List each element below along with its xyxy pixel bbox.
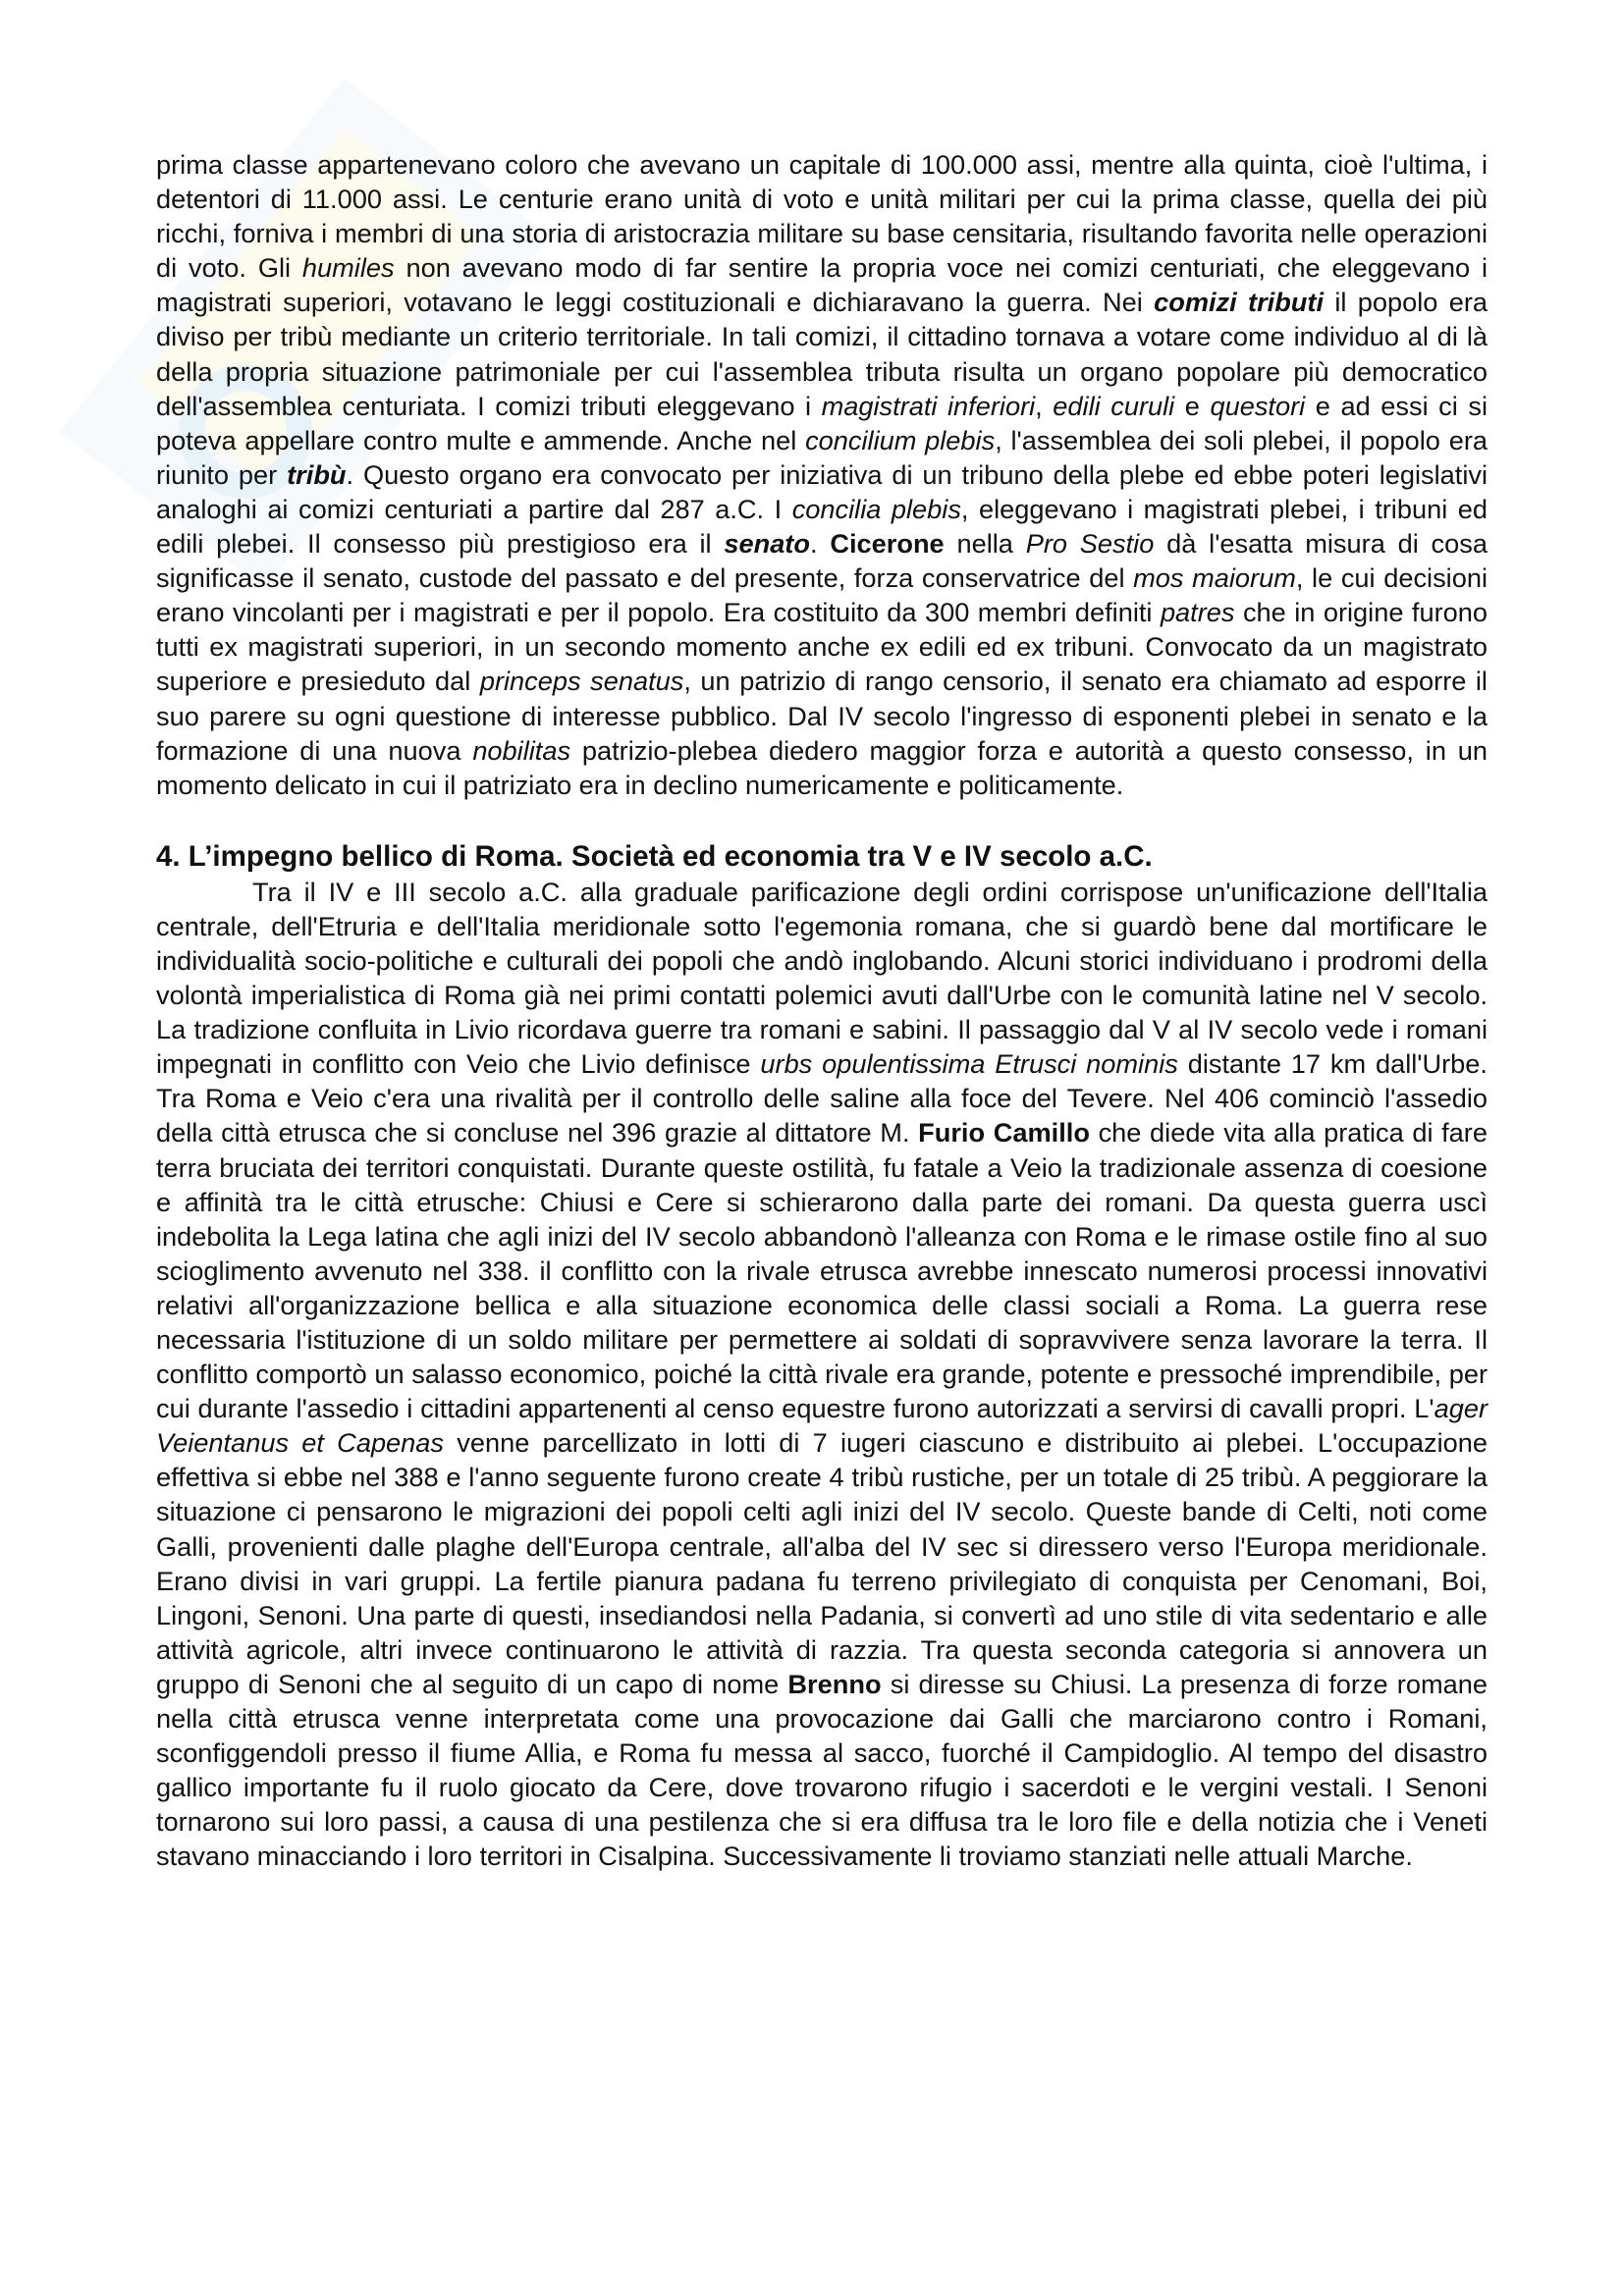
text-run: non avevano modo di far sentire la propria voce nei comizi centuriati, che eleggevano i magistrati superiori, votavano le leggi costituzionali e dichiaravano la guerra. Nei [156,252,1488,318]
emphasized-term: ager Veientanus et Capenas [156,1393,1488,1459]
text-run: , un patrizio di rango censorio, il senato era chiamato ad esporre il suo parere su ogni questione di interesse pubblico. Dal IV secolo l'ingresso di esponenti plebei in senato e la formazione di una nuova [156,666,1488,766]
emphasized-term: edili curuli [1053,390,1175,421]
section-heading: 4. L’impegno bellico di Roma. Società ed economia tra V e IV secolo a.C. [156,839,1153,873]
text-run: che diede vita alla pratica di fare terra bruciata dei territori conquistati. Durante queste ostilità, fu fatale a Veio la tradizionale assenza di coesione e affinità tra le città etrusche: Chiusi e Cere si schierarono dalla parte dei romani. Da questa guerra uscì indebolita la Lega latina che agli inizi del IV secolo abbandonò l'alleanza con Roma e le rimase ostile fino al suo scioglimento avvenuto nel 338. il conflitto con la rivale etrusca avrebbe innescato numerosi processi innovativi relativi all'organizzazione bellica e alla situazione economica delle classi sociali a Roma. La guerra rese necessaria l'istituzione di un soldo militare per permettere ai soldati di sopravvivere senza lavorare la terra. Il conflitto comportò un salasso economico, poiché la città rivale era grande, potente e pressoché imprendibile, per cui durante l'assedio i cittadini appartenenti al censo equestre furono autorizzati a servirsi di cavalli propri. L' [156,1117,1488,1424]
text-run: il popolo era diviso per tribù mediante un criterio territoriale. In tali comizi, il cittadino tornava a votare come individuo al di là della propria situazione patrimoniale per cui l'assemblea tributa risulta un organo popolare più democratico dell'assemblea centuriata. I comizi tributi eleggevano i [156,287,1488,421]
text-run: patrizio-plebea diedero maggior forza e autorità a questo consesso, in un momento delicato in cui il patriziato era in declino numericamente e politicamente. [156,734,1488,800]
section1-paragraph [156,147,1488,802]
emphasized-term: Furio Camillo [918,1117,1090,1148]
text-run: distante 17 km dall'Urbe. Tra Roma e Veio c'era una rivalità per il controllo delle saline alla foce del Tevere. Nel 406 cominciò l'assedio della città etrusca che si concluse nel 396 grazie al dittatore M. [156,1048,1488,1148]
emphasized-term: nobilitas [472,734,571,766]
emphasized-term: urbs opulentissima Etrusci nominis [760,1048,1178,1080]
emphasized-term: Pro Sestio [1025,528,1155,560]
text-run: , [1035,390,1054,421]
text-run: dà l'esatta misura di cosa significasse il senato, custode del passato e del presente, forza conservatrice del [156,528,1488,594]
text-run: che in origine furono tutti ex magistrati superiori, in un secondo momento anche ex edili ed ex tribuni. Convocato da un magistrato superiore e presieduto dal [156,597,1488,697]
emphasized-term: senato [724,528,810,560]
document-page [156,147,1488,1874]
emphasized-term: princeps senatus [479,666,684,697]
emphasized-term: Brenno [787,1668,882,1699]
emphasized-term: Cicerone [830,528,945,560]
emphasized-term: concilium plebis [805,424,996,455]
section2-paragraph [156,875,1488,1874]
text-run: prima classe appartenevano coloro che avevano un capitale di 100.000 assi, mentre alla quinta, cioè l'ultima, i detentori di 11.000 assi. Le centurie erano unità di voto e unità militari per cui la prima classe, quella dei più ricchi, forniva i membri di una storia di aristocrazia militare su base censitaria, risultando favorita nelle operazioni di voto. Gli [156,149,1488,284]
emphasized-term: questori [1210,390,1306,421]
text-run: , eleggevano i magistrati plebei, i tribuni ed edili plebei. Il consesso più prestigioso era il [156,493,1488,560]
text-run: , l'assemblea dei soli plebei, il popolo era riunito per [156,424,1488,490]
text-run: . Questo organo era convocato per iniziativa di un tribuno della plebe ed ebbe poteri legislativi analoghi ai comizi centuriati a partire dal 287 a.C. I [156,458,1488,524]
text-run: . [809,528,831,560]
emphasized-term: patres [1160,597,1235,628]
text-run: nella [944,528,1026,560]
emphasized-term: tribù [287,458,347,490]
text-run: e [1174,390,1211,421]
section-spacer [156,802,1488,839]
emphasized-term: magistrati inferiori [821,390,1036,421]
text-run: Tra il IV e III secolo a.C. alla graduale parificazione degli ordini corrispose un'unificazione dell'Italia centrale, dell'Etruria e dell'Italia meridionale sotto l'egemonia romana, che si guardò bene dal mortificare le individualità socio-politiche e culturali dei popoli che andò inglobando. Alcuni storici individuano i prodromi della volontà imperialistica di Roma già nei primi contatti polemici avuti dall'Urbe con le comunità latine nel V secolo. La tradizione confluita in Livio ricordava guerre tra romani e sabini. Il passaggio dal V al IV secolo vede i romani impegnati in conflitto con Veio che Livio definisce [156,876,1488,1080]
emphasized-term: humiles [301,252,395,284]
text-run: e ad essi ci si poteva appellare contro multe e ammende. Anche nel [156,390,1488,455]
text-run: , le cui decisioni erano vincolanti per i magistrati e per il popolo. Era costituito da 300 membri definiti [156,562,1488,628]
text-run: si diresse su Chiusi. La presenza di forze romane nella città etrusca venne interpretata come una provocazione dai Galli che marciarono contro i Romani, sconfiggendoli presso il fiume Allia, e Roma fu messa al sacco, fuorché il Campidoglio. Al tempo del disastro gallico importante fu il ruolo giocato da Cere, dove trovarono rifugio i sacerdoti e le vergini vestali. I Senoni tornarono sui loro passi, a causa di una pestilenza che si era diffusa tra le loro file e della notizia che i Veneti stavano minacciando i loro territori in Cisalpina. Successivamente li troviamo stanziati nelle attuali Marche. [156,1668,1488,1872]
text-run: venne parcellizato in lotti di 7 iugeri ciascuno e distribuito ai plebei. L'occupazione effettiva si ebbe nel 388 e l'anno seguente furono create 4 tribù rustiche, per un totale di 25 tribù. A peggiorare la situazione ci pensarono le migrazioni dei popoli celti agli inizi del IV secolo. Queste bande di Celti, noti come Galli, provenienti dalle plaghe dell'Europa centrale, all'alba del IV sec si diressero verso l'Europa meridionale. Erano divisi in vari gruppi. La fertile pianura padana fu terreno privilegiato di conquista per Cenomani, Boi, Lingoni, Senoni. Una parte di questi, insediandosi nella Padania, si convertì ad uno stile di vita sedentario e alle attività agricole, altri invece continuarono le attività di razzia. Tra questa seconda categoria si annovera un gruppo di Senoni che al seguito di un capo di nome [156,1427,1488,1699]
emphasized-term: mos maiorum [1133,562,1296,594]
emphasized-term: concilia plebis [791,493,961,524]
emphasized-term: comizi tributi [1154,287,1325,318]
